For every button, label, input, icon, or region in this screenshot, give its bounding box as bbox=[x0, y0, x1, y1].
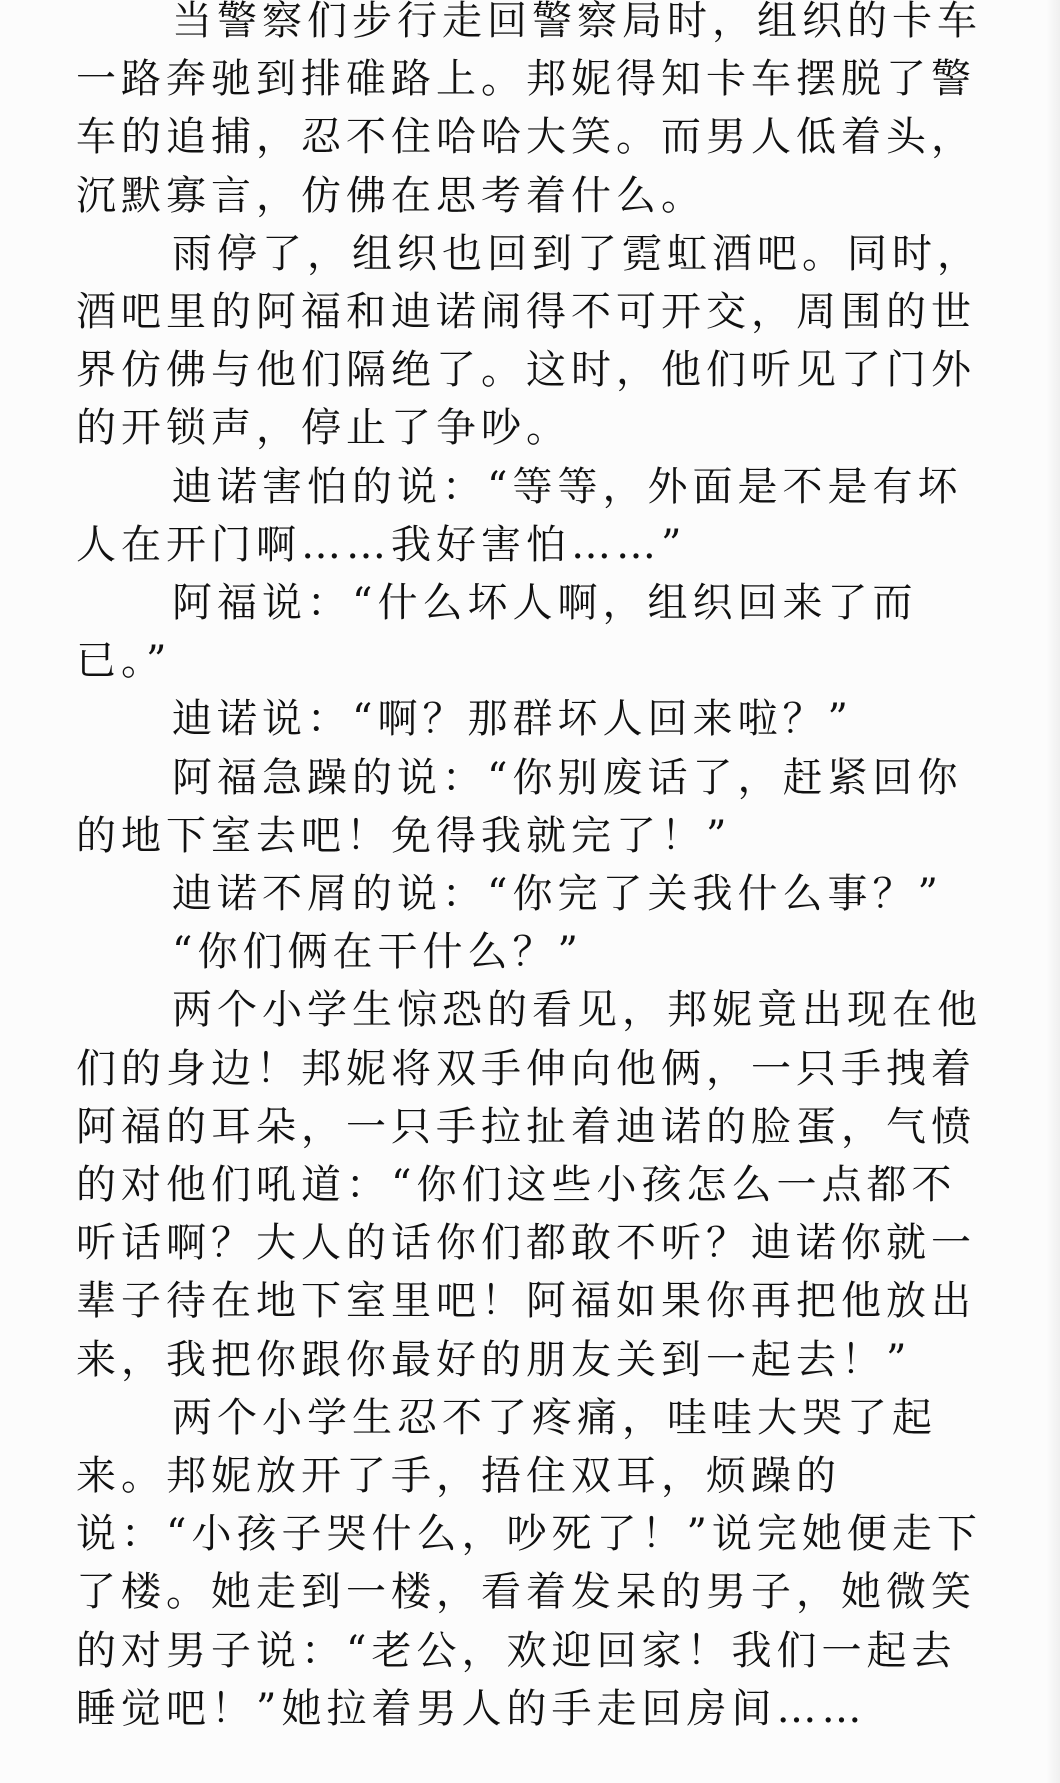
paragraph-7: 迪诺不屑的说：“你完了关我什么事？” bbox=[172, 871, 943, 918]
paragraph-1: 当警察们步行走回警察局时，组织的卡车一路奔驰到排碓路上。邦妮得知卡车摆脱了警车的追捕，忍不住哈哈大笑。而男人低着头，沉默寡言，仿佛在思考着什么。 bbox=[76, 0, 982, 219]
paragraph-3: 迪诺害怕的说：“等等，外面是不是有坏人在开门啊……我好害怕……” bbox=[76, 463, 963, 568]
paragraph-5: 迪诺说：“啊？那群坏人回来啦？” bbox=[172, 696, 853, 743]
paragraph-8: “你们俩在干什么？” bbox=[172, 929, 583, 976]
story-text bbox=[76, 0, 996, 1738]
paragraph-2: 雨停了，组织也回到了霓虹酒吧。同时，酒吧里的阿福和迪诺闹得不可开交，周围的世界仿佛与他们隔绝了。这时，他们听见了门外的开锁声，停止了争吵。 bbox=[76, 230, 982, 452]
paragraph-4: 阿福说：“什么坏人啊，组织回来了而已。” bbox=[76, 580, 918, 685]
page-edge-shadow bbox=[1046, 0, 1060, 1783]
paragraph-10: 两个小学生忍不了疼痛，哇哇大哭了起来。邦妮放开了手，捂住双耳，烦躁的说：“小孩子哭什么，吵死了！”说完她便走下了楼。她走到一楼，看着发呆的男子，她微笑的对男子说：“老公，欢迎回家！我们一起去睡觉吧！”她拉着男人的手走回房间…… bbox=[76, 1394, 982, 1732]
paragraph-9: 两个小学生惊恐的看见，邦妮竟出现在他们的身边！邦妮将双手伸向他俩，一只手拽着阿福的耳朵，一只手拉扯着迪诺的脸蛋，气愤的对他们吼道：“你们这些小孩怎么一点都不听话啊？大人的话你们都敢不听？迪诺你就一辈子待在地下室里吧！阿福如果你再把他放出来，我把你跟你最好的朋友关到一起去！” bbox=[76, 987, 982, 1383]
paragraph-6: 阿福急躁的说：“你别废话了，赶紧回你的地下室去吧！免得我就完了！” bbox=[76, 754, 963, 859]
